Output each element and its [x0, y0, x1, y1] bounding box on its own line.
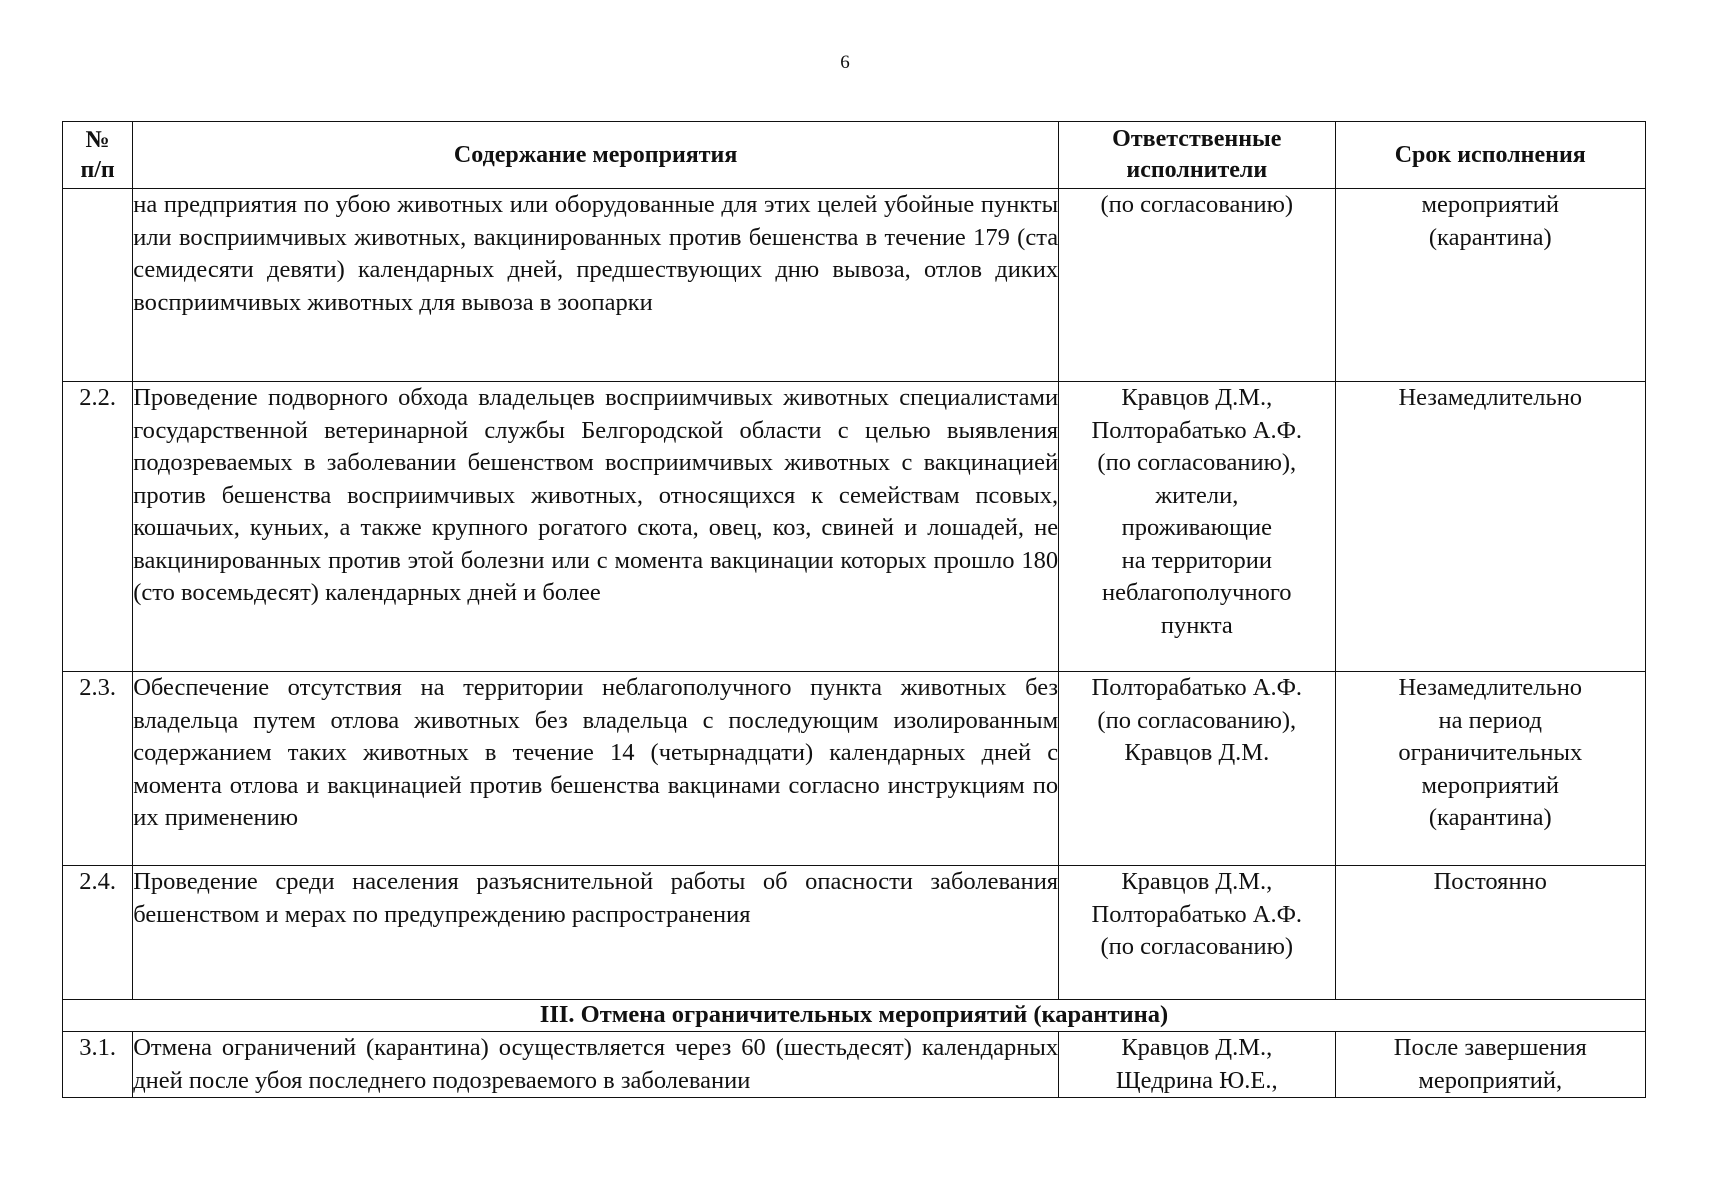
table-row	[63, 1032, 1646, 1098]
row-num	[63, 189, 133, 382]
row-num: 2.4.	[63, 866, 133, 1000]
row-responsible: Кравцов Д.М., Полторабатько А.Ф. (по согласованию)	[1059, 866, 1335, 1000]
row-term: Постоянно	[1335, 866, 1645, 1000]
row-content: Проведение среди населения разъяснительной работы об опасности заболевания бешенством и мерах по предупреждению распространения	[133, 866, 1059, 1000]
header-responsible: Ответственные исполнители	[1059, 122, 1335, 189]
row-content: Отмена ограничений (карантина) осуществляется через 60 (шестьдесят) календарных дней после убоя последнего подозреваемого в заболевании	[133, 1032, 1059, 1098]
row-term: После завершения мероприятий,	[1335, 1032, 1645, 1098]
header-num: № п/п	[63, 122, 133, 189]
row-term: Незамедлительно	[1335, 382, 1645, 672]
measures-table	[62, 121, 1646, 1098]
header-content: Содержание мероприятия	[133, 122, 1059, 189]
section-row	[63, 1000, 1646, 1032]
page-number: 6	[840, 52, 850, 73]
row-content: Обеспечение отсутствия на территории неблагополучного пункта животных без владельца путем отлова животных без владельца с последующим изолированным содержанием таких животных в течение 14 (четырнадцати) календарных дней с момента отлова и вакцинацией против бешенства вакцинами согласно инструкциям по их применению	[133, 672, 1059, 866]
section-title: III. Отмена ограничительных мероприятий (карантина)	[63, 1000, 1646, 1032]
row-num: 2.2.	[63, 382, 133, 672]
table-row	[63, 672, 1646, 866]
row-content: Проведение подворного обхода владельцев восприимчивых животных специалистами государственной ветеринарной службы Белгородской области с целью выявления подозреваемых в заболевании бешенством восприимчивых животных с вакцинацией против бешенства восприимчивых животных, относящихся к семействам псовых, кошачьих, куньих, а также крупного рогатого скота, овец, коз, свиней и лошадей, не вакцинированных против этой болезни или с момента вакцинации которых прошло 180 (сто восемьдесят) календарных дней и более	[133, 382, 1059, 672]
row-term: мероприятий (карантина)	[1335, 189, 1645, 382]
row-responsible: Кравцов Д.М., Полторабатько А.Ф. (по согласованию), жители, проживающие на территории неблагополучного пункта	[1059, 382, 1335, 672]
row-responsible: (по согласованию)	[1059, 189, 1335, 382]
row-num: 2.3.	[63, 672, 133, 866]
row-term: Незамедлительно на период ограничительных мероприятий (карантина)	[1335, 672, 1645, 866]
row-num: 3.1.	[63, 1032, 133, 1098]
row-responsible: Кравцов Д.М., Щедрина Ю.Е.,	[1059, 1032, 1335, 1098]
header-term: Срок исполнения	[1335, 122, 1645, 189]
table-row	[63, 866, 1646, 1000]
row-responsible: Полторабатько А.Ф. (по согласованию), Кравцов Д.М.	[1059, 672, 1335, 866]
table-header-row	[63, 122, 1646, 189]
row-content: на предприятия по убою животных или оборудованные для этих целей убойные пункты или восприимчивых животных, вакцинированных против бешенства в течение 179 (ста семидесяти девяти) календарных дней, предшествующих дню вывоза, отлов диких восприимчивых животных для вывоза в зоопарки	[133, 189, 1059, 382]
table-row	[63, 189, 1646, 382]
table-row	[63, 382, 1646, 672]
